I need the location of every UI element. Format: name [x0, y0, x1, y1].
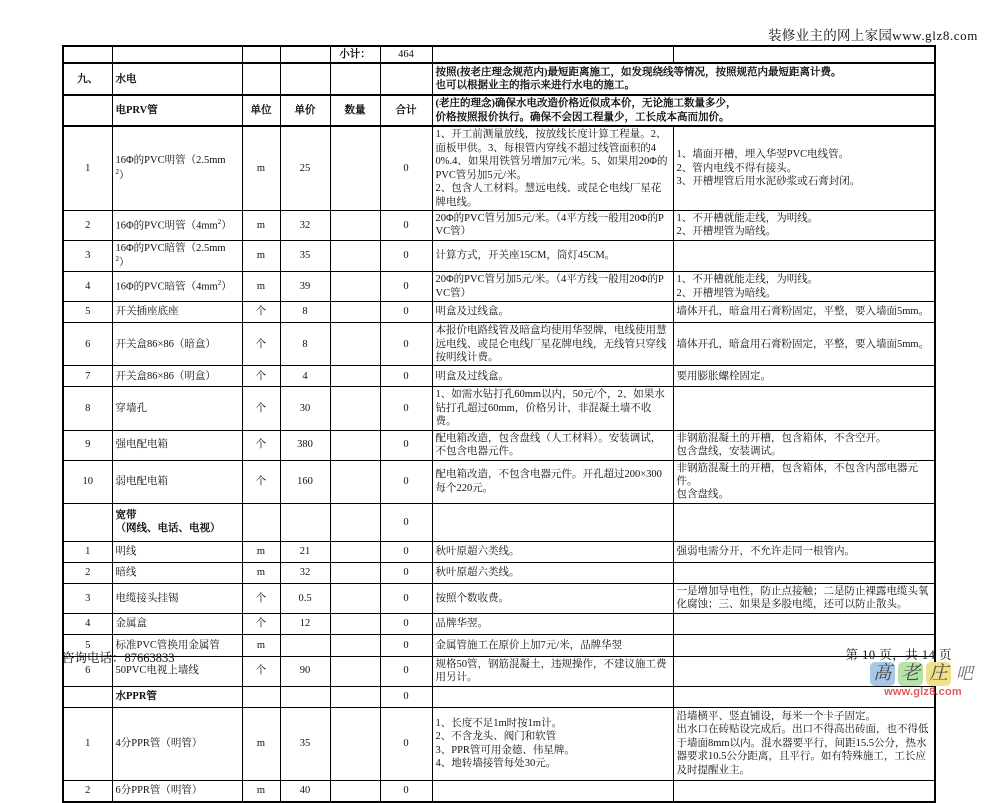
row-unit: 个: [242, 323, 280, 366]
row-index: 2: [63, 780, 112, 802]
row-index: 5: [63, 634, 112, 656]
section-index: 九、: [63, 63, 112, 95]
table-row: [63, 95, 935, 126]
row-total: 0: [380, 126, 432, 210]
section-blank-1: [242, 63, 280, 95]
subtotal-label: 小计：: [330, 46, 380, 63]
row-note: 1、长度不足1m时按1m计。 2、不含龙头、阀门和软管 3、PPR管可用金德、伟星牌。 4、地转墙接管每处30元。: [432, 707, 673, 780]
colhdr-price: 单价: [280, 95, 330, 126]
group-header-qty: [330, 503, 380, 541]
row-unit: 个: [242, 366, 280, 387]
table-row: [63, 583, 935, 613]
row-qty: [330, 613, 380, 634]
row-price: 32: [280, 210, 330, 240]
colhdr-unit: 单位: [242, 95, 280, 126]
row-name: 标准PVC管换用金属管: [112, 634, 242, 656]
row-total: 0: [380, 366, 432, 387]
row-note: 20Φ的PVC管另加5元/米。（4平方线一般用20Φ的PVC管）: [432, 210, 673, 240]
row-index: 1: [63, 126, 112, 210]
site-header-url: www.glz8.com: [892, 28, 978, 43]
row-note2: [673, 780, 935, 802]
row-note2: [673, 613, 935, 634]
footer-phone: 咨询电话：87663833: [62, 651, 175, 665]
row-price: 40: [280, 780, 330, 802]
row-note2: 要用膨胀螺栓固定。: [673, 366, 935, 387]
table-row: [63, 387, 935, 430]
table-row: [63, 302, 935, 323]
row-unit: 个: [242, 460, 280, 503]
group-header-index: [63, 503, 112, 541]
table-row: [63, 686, 935, 707]
row-index: 3: [63, 583, 112, 613]
row-index: 1: [63, 541, 112, 562]
row-note: 明盒及过线盒。: [432, 302, 673, 323]
row-note2: 非钢筋混凝土的开槽，包含箱体，不含空开。 包含盘线，安装调试。: [673, 430, 935, 460]
row-name: 16Φ的PVC暗管$(2.5mm^2)$: [112, 240, 242, 271]
row-total: 0: [380, 387, 432, 430]
row-unit: 个: [242, 656, 280, 686]
row-unit: m: [242, 272, 280, 302]
row-total: 0: [380, 272, 432, 302]
site-header: [0, 24, 978, 44]
row-note2: 墙体开孔，暗盒用石膏粉固定，平整，要入墙面5mm。: [673, 302, 935, 323]
row-note: 秋叶原超六类线。: [432, 562, 673, 583]
row-unit: m: [242, 562, 280, 583]
logo-char-3: 庄: [928, 663, 948, 684]
row-note2: 强弱电需分开，不允许走同一根管内。: [673, 541, 935, 562]
row-total: 0: [380, 613, 432, 634]
section-title: 水电: [112, 63, 242, 95]
site-header-cn: 装修业主的网上家园: [768, 28, 893, 43]
group-header-total: 0: [380, 686, 432, 707]
row-price: 160: [280, 460, 330, 503]
table-row: [63, 707, 935, 780]
table-row: [63, 430, 935, 460]
row-index: 6: [63, 656, 112, 686]
row-price: 12: [280, 613, 330, 634]
section-blank-2: [280, 63, 330, 95]
row-note2: 1、不开槽就能走线，为明线。 2、开槽埋管为暗线。: [673, 272, 935, 302]
row-index: 4: [63, 613, 112, 634]
table-row: [63, 63, 935, 95]
row-price: 35: [280, 707, 330, 780]
colhdr-qty: 数量: [330, 95, 380, 126]
row-price: 35: [280, 240, 330, 271]
group-header-unit: [242, 503, 280, 541]
row-note2: 一是增加导电性，防止点接触；二是防止裸露电缆头氧化腐蚀；三、如果是多股电缆，还可以防止散头。: [673, 583, 935, 613]
row-name: 开关盒86×86（暗盒）: [112, 323, 242, 366]
row-unit: m: [242, 541, 280, 562]
colhdr-group: 电PRV管: [112, 95, 242, 126]
table-row: [63, 272, 935, 302]
row-total: 0: [380, 634, 432, 656]
row-price: 21: [280, 541, 330, 562]
row-total: 0: [380, 780, 432, 802]
section-note: 按照(按老庄理念规范内)最短距离施工，如发现绕线等情况，按照规范内最短距离计费。 也可以根据业主的指示来进行水电的施工。: [432, 63, 935, 95]
row-price: 8: [280, 302, 330, 323]
table-row: [63, 503, 935, 541]
row-note: 配电箱改造，包含盘线（人工材料）。安装调试，不包含电器元件。: [432, 430, 673, 460]
row-note2: 1、不开槽就能走线，为明线。 2、开槽埋管为暗线。: [673, 210, 935, 240]
subtotal-blank-4: [280, 46, 330, 63]
row-qty: [330, 460, 380, 503]
row-total: 0: [380, 210, 432, 240]
row-index: 2: [63, 210, 112, 240]
row-note: 本报价电路线管及暗盒均使用华翌牌，电线使用慧远电线、或昆仑电线厂星花牌电线，无线管只穿线按明线计费。: [432, 323, 673, 366]
row-unit: m: [242, 707, 280, 780]
row-unit: m: [242, 240, 280, 271]
section-blank-3: [330, 63, 380, 95]
row-total: 0: [380, 583, 432, 613]
row-unit: 个: [242, 583, 280, 613]
quotation-table-body: [63, 46, 935, 802]
group-header-qty: [330, 686, 380, 707]
logo-char-1: 髙: [872, 663, 892, 684]
row-total: 0: [380, 460, 432, 503]
logo-char-2: 老: [900, 663, 920, 684]
row-qty: [330, 562, 380, 583]
subtotal-note-blank: [432, 46, 673, 63]
row-name: 16Φ的PVC暗管$(4mm^2)$: [112, 272, 242, 302]
row-note2: 墙体开孔，暗盒用石膏粉固定，平整，要入墙面5mm。: [673, 323, 935, 366]
group-header-index: [63, 686, 112, 707]
row-total: 0: [380, 656, 432, 686]
row-note: 金属管施工在原价上加7元/米，品牌华翌: [432, 634, 673, 656]
row-index: 10: [63, 460, 112, 503]
table-row: [63, 126, 935, 210]
row-unit: 个: [242, 613, 280, 634]
row-qty: [330, 583, 380, 613]
footer-page-number: 第 10 页，共 14 页: [845, 648, 952, 662]
row-name: 明线: [112, 541, 242, 562]
group-header-name: 水PPR管: [112, 686, 242, 707]
row-note: 秋叶原超六类线。: [432, 541, 673, 562]
table-row: [63, 323, 935, 366]
row-note2: [673, 387, 935, 430]
row-index: 7: [63, 366, 112, 387]
row-note: 1、如需水钻打孔60mm以内，50元/个，2、如果水钻打孔超过60mm，价格另计，非混凝土墙不收费。: [432, 387, 673, 430]
row-index: 1: [63, 707, 112, 780]
row-note2: [673, 562, 935, 583]
table-row: [63, 460, 935, 503]
row-name: 穿墙孔: [112, 387, 242, 430]
table-row: [63, 541, 935, 562]
row-note: 1、开工前测量放线，按放线长度计算工程量。2、面板甲供。3、每根管内穿线不超过线管面积的40%.4、如果用铁管另增加7元/米。5、如果用20Φ的PVC管另加5元/米。 2、包含人工材料。慧远电线、或昆仑电线厂星花牌电线。: [432, 126, 673, 210]
row-name: 50PVC电视上墙线: [112, 656, 242, 686]
row-unit: 个: [242, 387, 280, 430]
row-index: 6: [63, 323, 112, 366]
row-index: 5: [63, 302, 112, 323]
row-total: 0: [380, 562, 432, 583]
row-total: 0: [380, 240, 432, 271]
colhdr-note: (老庄的理念)确保水电改造价格近似成本价，无论施工数量多少， 价格按照报价执行。确保不会因工程量少，工长成本高而加价。: [432, 95, 935, 126]
row-qty: [330, 302, 380, 323]
group-header-price: [280, 686, 330, 707]
table-row: [63, 780, 935, 802]
row-qty: [330, 272, 380, 302]
row-note2: 非钢筋混凝土的开槽，包含箱体，不包含内部电器元件。 包含盘线。: [673, 460, 935, 503]
row-name: 4分PPR管（明管）: [112, 707, 242, 780]
row-price: 4: [280, 366, 330, 387]
group-header-price: [280, 503, 330, 541]
group-header-name: 宽带 （网线、电话、电视）: [112, 503, 242, 541]
row-price: 90: [280, 656, 330, 686]
group-header-note: [432, 686, 673, 707]
row-index: 9: [63, 430, 112, 460]
row-total: 0: [380, 430, 432, 460]
row-name: 金属盒: [112, 613, 242, 634]
row-unit: m: [242, 634, 280, 656]
row-qty: [330, 541, 380, 562]
row-qty: [330, 210, 380, 240]
section-blank-4: [380, 63, 432, 95]
row-index: 3: [63, 240, 112, 271]
row-price: 30: [280, 387, 330, 430]
table-row: [63, 240, 935, 271]
row-note2: 1、墙面开槽，埋入华翌PVC电线管。 2、管内电线不得有接头。 3、开槽埋管后用水泥砂浆或石膏封闭。: [673, 126, 935, 210]
quotation-table: [62, 45, 936, 803]
row-index: 4: [63, 272, 112, 302]
row-total: 0: [380, 302, 432, 323]
row-unit: 个: [242, 302, 280, 323]
row-note: 规格50管，钢筋混凝土，违规操作，不建议施工费用另计。: [432, 656, 673, 686]
row-unit: m: [242, 210, 280, 240]
subtotal-note2-blank: [673, 46, 935, 63]
row-qty: [330, 366, 380, 387]
row-note: 明盒及过线盒。: [432, 366, 673, 387]
row-unit: m: [242, 126, 280, 210]
row-note: [432, 780, 673, 802]
table-row: [63, 46, 935, 63]
logo-url: www.glz8.com: [884, 686, 962, 698]
row-qty: [330, 240, 380, 271]
row-note: 计算方式，开关座15CM，筒灯45CM。: [432, 240, 673, 271]
row-name: 弱电配电箱: [112, 460, 242, 503]
subtotal-value: 464: [380, 46, 432, 63]
row-price: 8: [280, 323, 330, 366]
row-index: 2: [63, 562, 112, 583]
group-header-note2: [673, 503, 935, 541]
row-note2: [673, 240, 935, 271]
table-row: [63, 210, 935, 240]
subtotal-blank-2: [112, 46, 242, 63]
row-qty: [330, 780, 380, 802]
row-total: 0: [380, 323, 432, 366]
colhdr-blank: [63, 95, 112, 126]
row-unit: m: [242, 780, 280, 802]
row-price: 32: [280, 562, 330, 583]
row-name: 开关插座底座: [112, 302, 242, 323]
row-qty: [330, 126, 380, 210]
group-header-total: 0: [380, 503, 432, 541]
subtotal-blank-1: [63, 46, 112, 63]
row-note: 按照个数收费。: [432, 583, 673, 613]
row-name: 16Φ的PVC明管$(2.5mm^2)$: [112, 126, 242, 210]
row-name: 强电配电箱: [112, 430, 242, 460]
row-price: 380: [280, 430, 330, 460]
row-qty: [330, 707, 380, 780]
row-note: 品牌华翌。: [432, 613, 673, 634]
row-price: 0.5: [280, 583, 330, 613]
colhdr-total: 合计: [380, 95, 432, 126]
row-qty: [330, 323, 380, 366]
row-unit: 个: [242, 430, 280, 460]
row-name: 16Φ的PVC明管$(4mm^2)$: [112, 210, 242, 240]
row-note: 配电箱改造，不包含电器元件。开孔超过200×300每个220元。: [432, 460, 673, 503]
table-row: [63, 366, 935, 387]
row-qty: [330, 387, 380, 430]
site-logo: [866, 660, 984, 704]
logo-char-4: 吧: [956, 664, 973, 683]
subtotal-blank-3: [242, 46, 280, 63]
row-price: 39: [280, 272, 330, 302]
row-name: 暗线: [112, 562, 242, 583]
group-header-unit: [242, 686, 280, 707]
row-qty: [330, 430, 380, 460]
row-total: 0: [380, 707, 432, 780]
group-header-note: [432, 503, 673, 541]
row-name: 开关盒86×86（明盒）: [112, 366, 242, 387]
table-row: [63, 613, 935, 634]
row-note: 20Φ的PVC管另加5元/米。（4平方线一般用20Φ的PVC管）: [432, 272, 673, 302]
row-price: 25: [280, 126, 330, 210]
row-name: 6分PPR管（明管）: [112, 780, 242, 802]
row-note2: 沿墙横平、竖直铺设，每米一个卡子固定。 出水口在砖贴设完成后。出口不得高出砖面，也不得低于墙面8mm以内。混水器要平行，间距15.5公分，热水器要求10.5公分距离，且平行。如有特殊施工，工长应及时提醒业主。: [673, 707, 935, 780]
table-row: [63, 562, 935, 583]
row-total: 0: [380, 541, 432, 562]
row-name: 电缆接头挂锡: [112, 583, 242, 613]
row-index: 8: [63, 387, 112, 430]
